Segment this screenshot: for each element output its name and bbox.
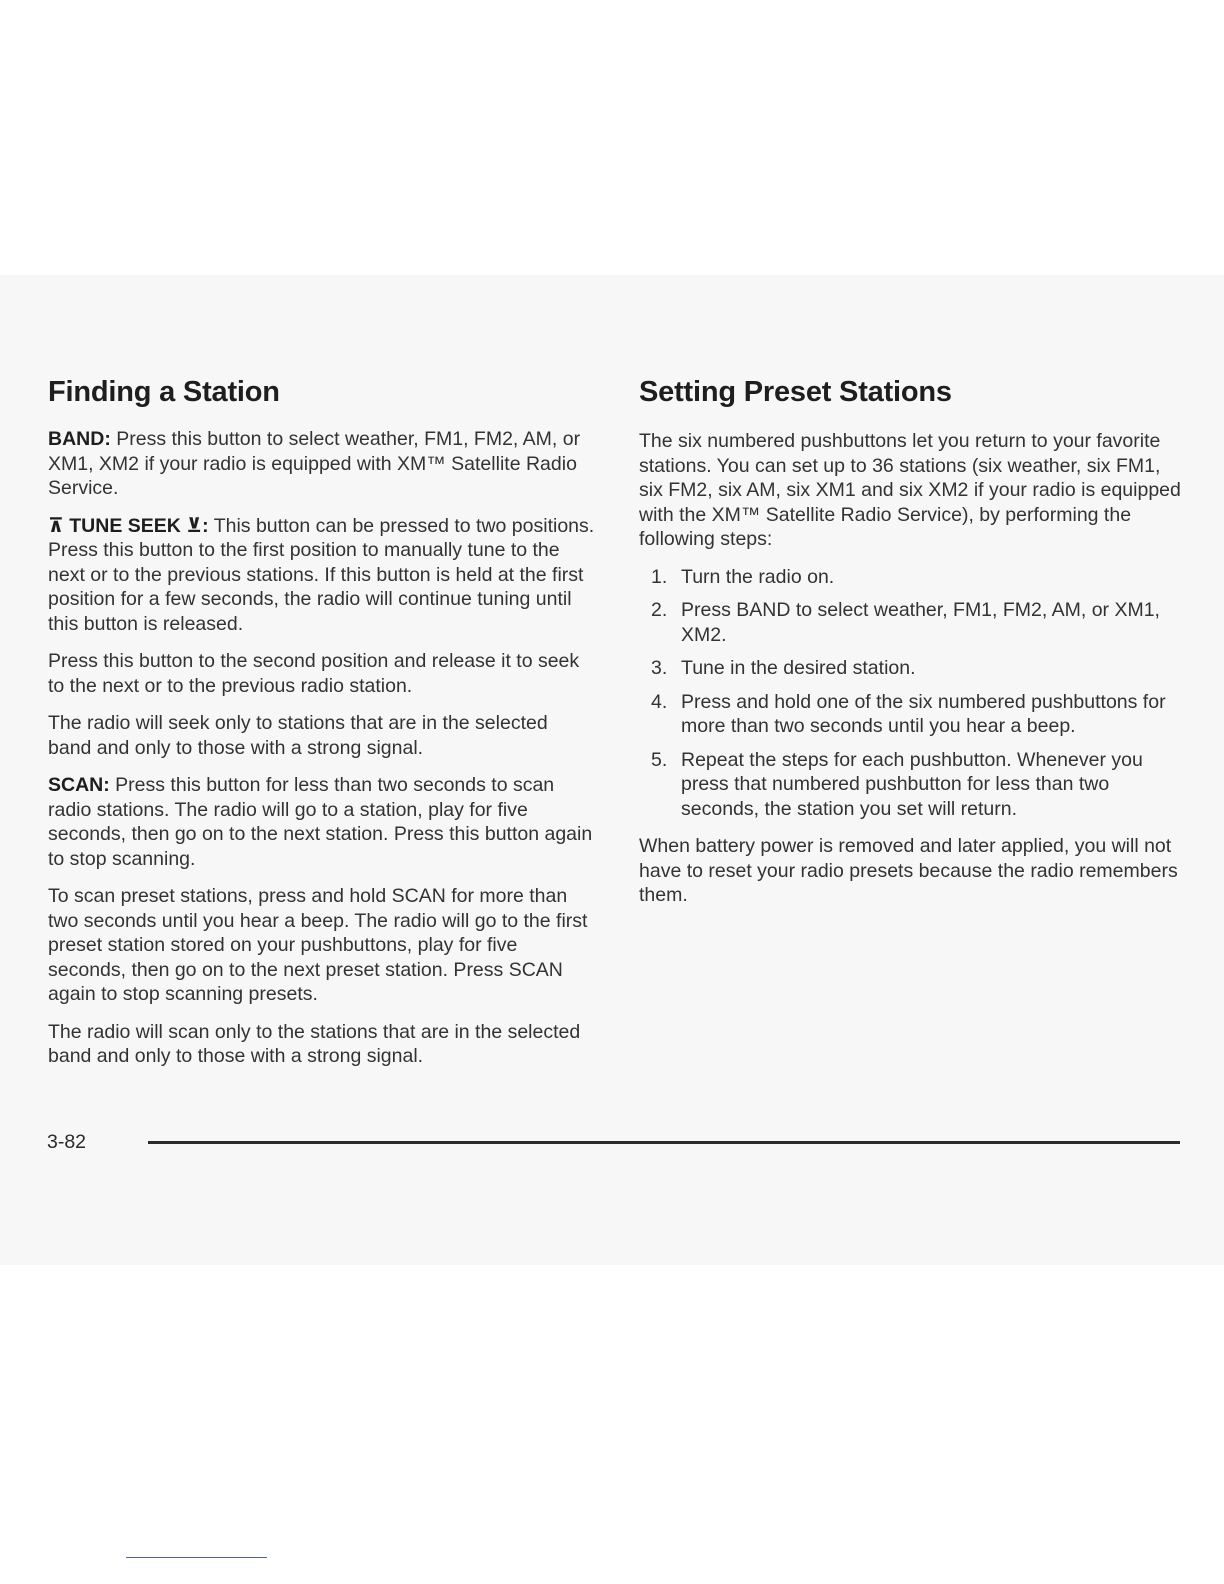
- finding-station-heading: Finding a Station: [48, 376, 280, 408]
- band-term: BAND:: [48, 428, 111, 450]
- seek-band-paragraph: The radio will seek only to stations that are in the selected band and only to those with a strong signal.: [48, 712, 548, 759]
- page-number: 3-82: [47, 1131, 87, 1153]
- tune-seek-paragraph: [48, 514, 596, 637]
- closing-paragraph: When battery power is removed and later applied, you will not have to reset your radio presets because the radio remembers them.: [639, 835, 1178, 906]
- tune-up-arrow-icon: ⊼: [48, 514, 64, 537]
- right-column: [639, 376, 1184, 921]
- step-text: Repeat the steps for each pushbutton. Whenever you press that numbered pushbutton for less than two seconds, the station you set will return.: [681, 748, 1143, 820]
- tune-seek-text: This button can be pressed to two positions. Press this button to the first position to manually tune to the next or to the previous stations. If this button is held at the first position for a few seconds, the radio will continue tuning until this button is released.: [48, 514, 595, 635]
- scan-preset-paragraph: To scan preset stations, press and hold SCAN for more than two seconds until you hear a beep. The radio will go to the first preset station stored on your pushbuttons, play for five seconds, then go on to the next preset station. Press SCAN again to stop scanning presets.: [48, 885, 588, 1005]
- list-item: [639, 598, 1184, 647]
- step-text: Turn the radio on.: [681, 565, 835, 588]
- list-item: [639, 690, 1184, 739]
- tune-seek-term: TUNE SEEK: [69, 514, 181, 537]
- step-number: 2.: [651, 599, 668, 621]
- step-text: Tune in the desired station.: [681, 657, 916, 679]
- step-number: 3.: [651, 657, 668, 679]
- step-number: 5.: [651, 748, 668, 771]
- bottom-link-underline[interactable]: [126, 1557, 267, 1558]
- list-item: [639, 656, 1184, 681]
- band-text: Press this button to select weather, FM1, FM2, AM, or XM1, XM2 if your radio is equipped with XM™ Satellite Radio Service.: [48, 428, 581, 499]
- step-number: 4.: [651, 690, 668, 713]
- seek-paragraph: Press this button to the second position and release it to seek to the next or to the previous radio station.: [48, 650, 580, 697]
- left-column: [48, 376, 596, 1082]
- list-item: [639, 565, 1184, 590]
- tune-down-arrow-icon: ⊻:: [186, 514, 209, 537]
- scan-text: Press this button for less than two seconds to scan radio stations. The radio will go to a station, play for five seconds, then go on to the next station. Press this button again to stop scanning.: [48, 774, 593, 870]
- list-item: [639, 748, 1184, 822]
- step-text: Press BAND to select weather, FM1, FM2, AM, or XM1, XM2.: [681, 599, 1160, 646]
- scan-band-paragraph: The radio will scan only to the stations that are in the selected band and only to those with a strong signal.: [48, 1020, 581, 1067]
- band-paragraph: [48, 427, 596, 501]
- step-number: 1.: [651, 565, 668, 588]
- footer-divider: [148, 1141, 1180, 1144]
- preset-steps-list: [639, 565, 1184, 822]
- setting-presets-heading: Setting Preset Stations: [639, 376, 952, 408]
- step-text: Press and hold one of the six numbered pushbuttons for more than two seconds until you hear a beep.: [681, 690, 1166, 737]
- presets-intro-paragraph: The six numbered pushbuttons let you return to your favorite stations. You can set up to 36 stations (six weather, six FM1, six FM2, six AM, six XM1 and six XM2 if your radio is equipped with the XM™ Satellite Radio Service), by performing the following steps:: [639, 430, 1181, 550]
- scan-paragraph: [48, 773, 596, 871]
- scan-term: SCAN:: [48, 774, 110, 796]
